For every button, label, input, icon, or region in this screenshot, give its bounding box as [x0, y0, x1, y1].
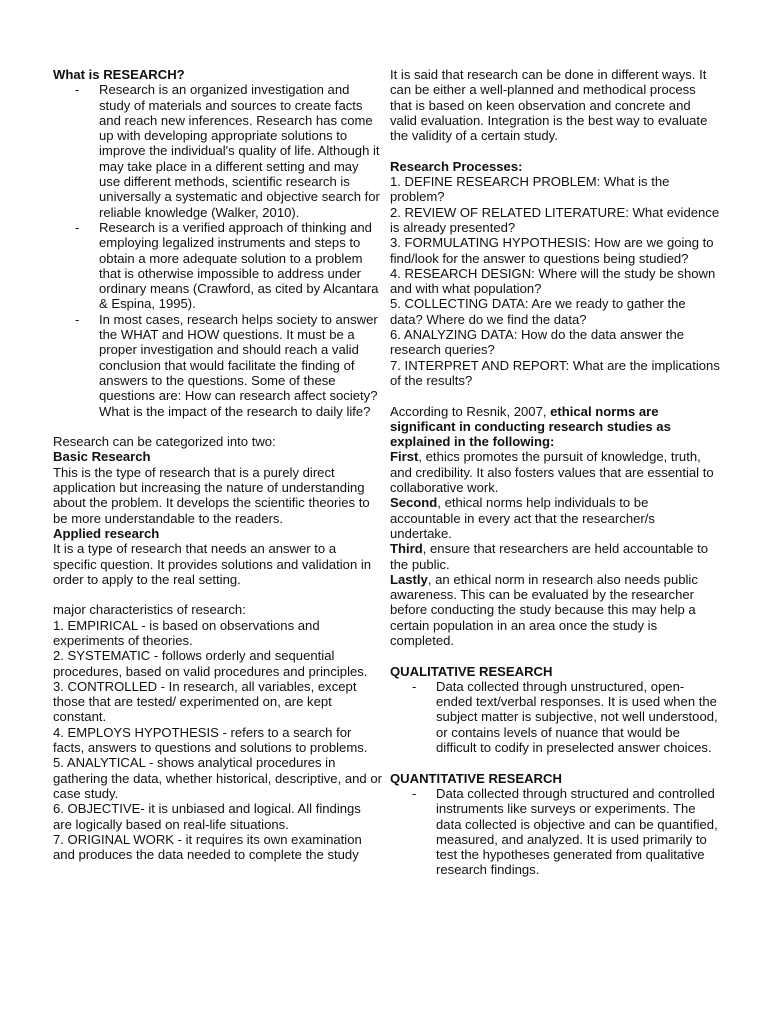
ethics-lastly-text: , an ethical norm in research also needs public awareness. This can be evaluated by the researcher before conducting the study because this may help a certain population in an area once the study is completed.: [390, 571, 698, 648]
ethics-third-label: Third: [390, 541, 423, 557]
ethics-intro: [390, 404, 720, 450]
definition-item: - Research is an organized investigation and study of materials and sources to create facts and reach new inferences. Research has come up with developing appropriate solutions to improve the individual's quality of life. Although it may take place in a different setting and may use different methods, scientific research is universally a systematic and objective search for reliable knowledge (Walker, 2010).: [53, 82, 383, 220]
heading-what-is-research: What is RESEARCH?: [53, 67, 185, 82]
ethics-lastly: [390, 572, 720, 648]
ethics-first-label: First: [390, 449, 419, 465]
right-intro: It is said that research can be done in different ways. It can be either a well-planned and methodical process that is based on keen observation and concrete and valid evaluation. Integration is the best way to evaluate the validity of a certain study.: [390, 67, 708, 144]
ethics-first-text: , ethics promotes the pursuit of knowledge, truth, and credibility. It also fosters values that are essential to collaborative work.: [390, 449, 714, 496]
ethics-lead: According to Resnik, 2007,: [390, 403, 551, 419]
quantitative-item: - Data collected through structured and controlled instruments like surveys or experiments. The data collected is objective and can be quantified, measured, and analyzed. It is used primarily to test the hypotheses generated from qualitative research findings.: [390, 786, 720, 878]
right-column: [390, 67, 720, 878]
process-step: 3. FORMULATING HYPOTHESIS: How are we going to find/look for the answer to questions being studied?: [390, 235, 714, 266]
process-step: 7. INTERPRET AND REPORT: What are the implications of the results?: [390, 357, 720, 388]
characteristic-item: 6. OBJECTIVE- it is unbiased and logical. All findings are logically based on real-life situations.: [53, 801, 361, 832]
definition-item: - In most cases, research helps society to answer the WHAT and HOW questions. It must be a proper investigation and should reach a valid conclusion that would facilitate the finding of answers to the questions. Some of these questions are: How can research affect society? What is the impact of the research to daily life?: [53, 312, 383, 419]
characteristic-item: 4. EMPLOYS HYPOTHESIS - refers to a search for facts, answers to questions and solutions to problems.: [53, 724, 368, 756]
basic-research-text: This is the type of research that is a purely direct application but increasing the nature of understanding about the problem. It develops the scientific theories to be more understandable to the readers.: [53, 464, 370, 526]
qualitative-list: [390, 679, 720, 755]
ethics-first: [390, 449, 720, 495]
process-step: 5. COLLECTING DATA: Are we ready to gather the data? Where do we find the data?: [390, 296, 686, 327]
process-step: 1. DEFINE RESEARCH PROBLEM: What is the problem?: [390, 174, 670, 205]
processes-title: Research Processes:: [390, 158, 523, 174]
ethics-third: [390, 541, 720, 572]
characteristic-item: 3. CONTROLLED - In research, all variables, except those that are tested/ experimented on, are kept constant.: [53, 678, 357, 725]
qualitative-title: QUALITATIVE RESEARCH: [390, 663, 553, 679]
characteristic-item: 2. SYSTEMATIC - follows orderly and sequential procedures, based on valid procedures and principles.: [53, 648, 368, 679]
characteristics-title: major characteristics of research:: [53, 602, 246, 618]
ethics-third-text: , ensure that researchers are held accountable to the public.: [390, 541, 709, 572]
process-step: 2. REVIEW OF RELATED LITERATURE: What evidence is already presented?: [390, 204, 720, 235]
applied-research-text: It is a type of research that needs an answer to a specific question. It provides solutions and validation in order to apply to the real setting.: [53, 541, 372, 587]
process-step: 4. RESEARCH DESIGN: Where will the study be shown and with what population?: [390, 265, 716, 297]
ethics-second-label: Second: [390, 495, 438, 511]
quantitative-title: QUANTITATIVE RESEARCH: [390, 770, 562, 786]
characteristic-item: 5. ANALYTICAL - shows analytical procedures in gathering the data, whether historical, descriptive, and or case study.: [53, 755, 382, 801]
basic-research-title: Basic Research: [53, 449, 151, 465]
ethics-lastly-label: Lastly: [390, 571, 428, 587]
ethics-second-text: , ethical norms help individuals to be accountable in every act that the researcher/s undertake.: [390, 495, 655, 541]
quantitative-list: [390, 786, 720, 878]
definition-item: - Research is a verified approach of thinking and employing legalized instruments and steps to obtain a more adequate solution to a problem that is otherwise impossible to address under ordinary means (Crawford, as cited by Alcantara & Espina, 1995).: [53, 220, 383, 312]
applied-research-title: Applied research: [53, 525, 160, 541]
definition-list: [53, 82, 383, 419]
ethics-bold: ethical norms are significant in conducting research studies as explained in the following:: [390, 403, 671, 450]
categorized-intro: Research can be categorized into two:: [53, 434, 276, 450]
characteristic-item: 7. ORIGINAL WORK - it requires its own examination and produces the data needed to complete the study: [53, 831, 362, 863]
left-column: [53, 67, 383, 862]
characteristic-item: 1. EMPIRICAL - is based on observations and experiments of theories.: [53, 617, 320, 648]
process-step: 6. ANALYZING DATA: How do the data answer the research queries?: [390, 327, 685, 358]
ethics-second: [390, 495, 720, 541]
qualitative-item: - Data collected through unstructured, open-ended text/verbal responses. It is used when the subject matter is subjective, not well understood, or contains levels of nuance that would be difficult to codify in preselected answer choices.: [390, 679, 720, 755]
